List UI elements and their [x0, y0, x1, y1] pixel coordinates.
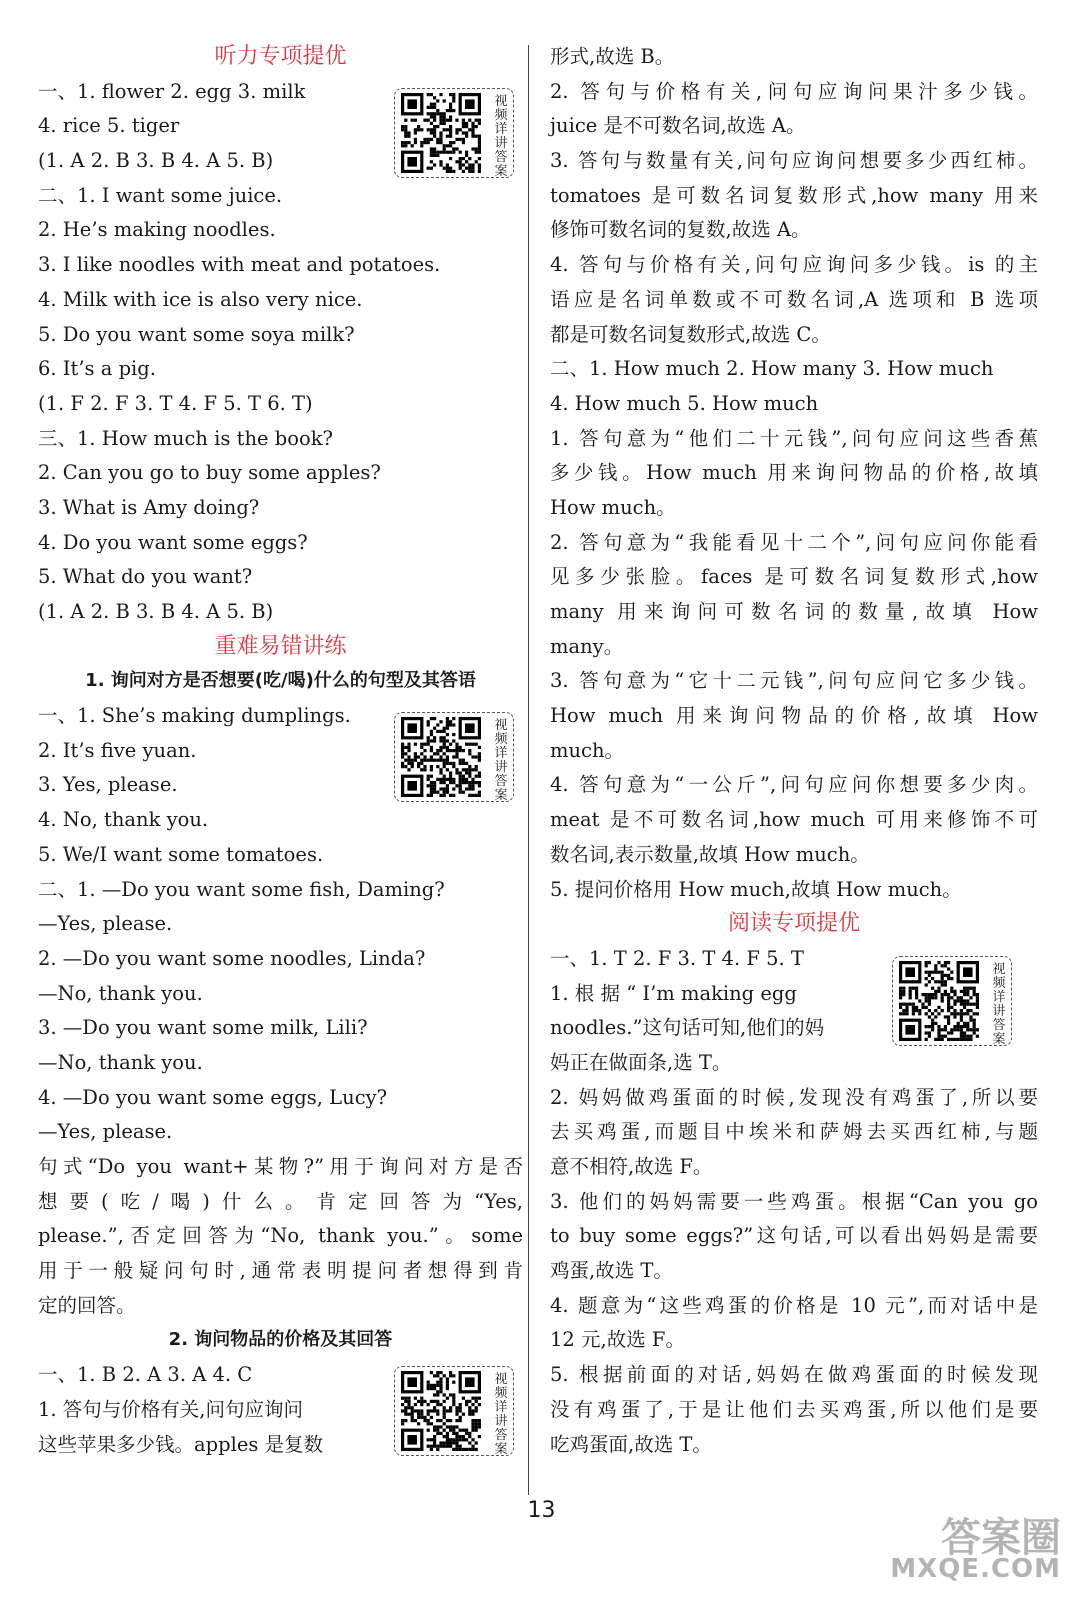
text-line: 一、1. flower 2. egg 3. milk — [38, 79, 306, 103]
text-line: 4. 答句意为“一公斤”,问句应问你想要多少肉。 — [550, 773, 1038, 797]
watermark-text: 答案圈 — [941, 1515, 1061, 1561]
text-line: 12 元,故选 F。 — [550, 1328, 685, 1352]
text-line: 修饰可数名词的复数,故选 A。 — [550, 218, 811, 242]
qr-code-icon — [401, 1371, 481, 1451]
page-number: 13 — [527, 1498, 556, 1523]
column-divider — [528, 45, 529, 1495]
text-line: 3. 答句意为“它十二元钱”,问句应问它多少钱。 — [550, 669, 1038, 693]
text-line: 1. 根 据 “ I’m making egg — [550, 981, 797, 1005]
text-line: 三、1. How much is the book? — [38, 426, 333, 450]
watermark-logo — [861, 1506, 1071, 1594]
subsection-heading: 1. 询问对方是否想要(吃/喝)什么的句型及其答语 — [85, 670, 476, 692]
text-line: 多少钱。How much 用来询问物品的价格,故填 — [550, 461, 1038, 485]
qr-label: 视频详讲答案 — [494, 718, 508, 803]
text-line: 5. We/I want some tomatoes. — [38, 842, 324, 866]
section-heading: 听力专项提优 — [214, 44, 347, 69]
text-line: 二、1. I want some juice. — [38, 183, 283, 207]
qr-label: 视频详讲答案 — [494, 1372, 508, 1457]
text-line: 5. Do you want some soya milk? — [38, 322, 355, 346]
text-line: 2. 妈妈做鸡蛋面的时候,发现没有鸡蛋了,所以要 — [550, 1085, 1038, 1109]
section-heading: 阅读专项提优 — [727, 911, 860, 937]
text-line: tomatoes 是可数名词复数形式,how many 用来 — [550, 183, 1038, 207]
text-line: juice 是不可数名词,故选 A。 — [550, 114, 806, 138]
text-line: much。 — [550, 738, 625, 762]
text-line: 没有鸡蛋了,于是让他们去买鸡蛋,所以他们是要 — [550, 1397, 1038, 1421]
text-line: 2. It’s five yuan. — [38, 738, 197, 762]
text-line: 4. No, thank you. — [38, 808, 209, 832]
text-line: 5. 根据前面的对话,妈妈在做鸡蛋面的时候发现 — [550, 1363, 1038, 1387]
text-line: 5. 提问价格用 How much,故填 How much。 — [550, 877, 962, 901]
text-line: —Yes, please. — [38, 912, 173, 936]
watermark-url: MXQE.COM — [890, 1554, 1061, 1584]
text-line: 2. 答句与价格有关,问句应询问果汁多少钱。 — [550, 79, 1038, 103]
text-line: How much 用来询问物品的价格,故填 How — [550, 704, 1038, 728]
text-line: 3. Yes, please. — [38, 773, 178, 797]
qr-label: 视频详讲答案 — [992, 962, 1006, 1047]
text-line: 4. Do you want some eggs? — [38, 530, 308, 554]
text-line: 4. rice 5. tiger — [38, 114, 180, 138]
right-column — [550, 40, 1038, 1462]
qr-label: 视频详讲答案 — [494, 94, 508, 179]
qr-code-reading[interactable] — [892, 956, 1012, 1046]
text-line: many。 — [550, 634, 624, 658]
text-line: (1. F 2. F 3. T 4. F 5. T 6. T) — [38, 391, 313, 415]
text-line: 一、1. B 2. A 3. A 4. C — [38, 1363, 253, 1387]
text-line: 1. 答句意为“他们二十元钱”,问句应问这些香蕉 — [550, 426, 1038, 450]
text-line: 3. 他们的妈妈需要一些鸡蛋。根据“Can you go — [550, 1189, 1038, 1213]
text-line: 用于一般疑问句时,通常表明提问者想得到肯 — [38, 1259, 523, 1283]
qr-code-icon — [401, 717, 481, 797]
text-line: 数名词,表示数量,故填 How much。 — [550, 842, 870, 866]
text-line: 1. 答句与价格有关,问句应询问 — [38, 1397, 304, 1421]
text-line: How much。 — [550, 495, 676, 519]
text-line: 2. 答句意为“我能看见十二个”,问句应问你能看 — [550, 530, 1038, 554]
text-line: 4. How much 5. How much — [550, 391, 819, 415]
text-line: meat 是不可数名词,how much 可用来修饰不可 — [550, 808, 1038, 832]
text-line: noodles.”这句话可知,他们的妈 — [550, 1016, 825, 1040]
text-line: 二、1. —Do you want some fish, Daming? — [38, 877, 445, 901]
qr-code-icon — [899, 961, 979, 1041]
text-line: 鸡蛋,故选 T。 — [550, 1259, 673, 1283]
text-line: —No, thank you. — [38, 981, 203, 1005]
text-line: 定的回答。 — [38, 1293, 136, 1317]
text-line: 意不相符,故选 F。 — [550, 1155, 713, 1178]
text-line: 吃鸡蛋面,故选 T。 — [550, 1432, 712, 1456]
text-line: 一、1. T 2. F 3. T 4. F 5. T — [550, 946, 804, 970]
subsection-heading: 2. 询问物品的价格及其回答 — [168, 1329, 393, 1351]
text-line: 4. Milk with ice is also very nice. — [38, 287, 363, 311]
text-line: 去买鸡蛋,而题目中埃米和萨姆去买西红柿,与题 — [550, 1120, 1038, 1144]
text-line: 二、1. How much 2. How many 3. How much — [550, 357, 994, 381]
text-line: —No, thank you. — [38, 1050, 203, 1074]
text-line: 3. I like noodles with meat and potatoes. — [38, 253, 441, 277]
text-line: 6. It’s a pig. — [38, 357, 156, 381]
text-line: 2. —Do you want some noodles, Linda? — [38, 946, 426, 970]
text-line: —Yes, please. — [38, 1120, 173, 1144]
text-line: 形式,故选 B。 — [550, 45, 675, 68]
text-line: 3. —Do you want some milk, Lili? — [38, 1016, 368, 1040]
text-line: 这些苹果多少钱。apples 是复数 — [38, 1432, 324, 1456]
qr-code-difficult[interactable] — [394, 712, 514, 802]
section-heading: 重难易错讲练 — [214, 633, 347, 659]
qr-code-icon — [401, 93, 481, 173]
text-line: (1. A 2. B 3. B 4. A 5. B) — [38, 149, 274, 173]
text-line: to buy some eggs?”这句话,可以看出妈妈是需要 — [550, 1224, 1038, 1248]
text-line: 2. He’s making noodles. — [38, 218, 276, 242]
text-line: 语应是名词单数或不可数名词,A 选项和 B 选项 — [550, 287, 1038, 311]
text-line: 4. —Do you want some eggs, Lucy? — [38, 1085, 388, 1109]
text-line: 句式“Do you want+某物?”用于询问对方是否 — [38, 1155, 523, 1178]
text-line: 都是可数名词复数形式,故选 C。 — [550, 322, 831, 346]
text-line: 一、1. She’s making dumplings. — [38, 704, 351, 728]
text-line: 2. Can you go to buy some apples? — [38, 461, 381, 485]
text-line: 妈正在做面条,选 T。 — [550, 1050, 732, 1074]
text-line: 见多少张脸。faces 是可数名词复数形式,how — [550, 565, 1038, 589]
text-line: 3. 答句与数量有关,问句应询问想要多少西红柿。 — [550, 149, 1038, 173]
text-line: 3. What is Amy doing? — [38, 495, 260, 519]
qr-code-price[interactable] — [394, 1366, 514, 1456]
text-line: 5. What do you want? — [38, 565, 253, 589]
text-line: 4. 答句与价格有关,问句应询问多少钱。is 的主 — [550, 253, 1038, 277]
text-line: 4. 题意为“这些鸡蛋的价格是 10 元”,而对话中是 — [550, 1293, 1038, 1317]
text-line: 想要(吃/喝)什么。肯定回答为“Yes, — [38, 1189, 523, 1213]
text-line: many 用来询问可数名词的数量,故填 How — [550, 600, 1038, 623]
text-line: (1. A 2. B 3. B 4. A 5. B) — [38, 600, 274, 623]
text-line: please.”,否定回答为“No, thank you.”。some — [38, 1224, 523, 1248]
qr-code-listening[interactable] — [394, 88, 514, 178]
